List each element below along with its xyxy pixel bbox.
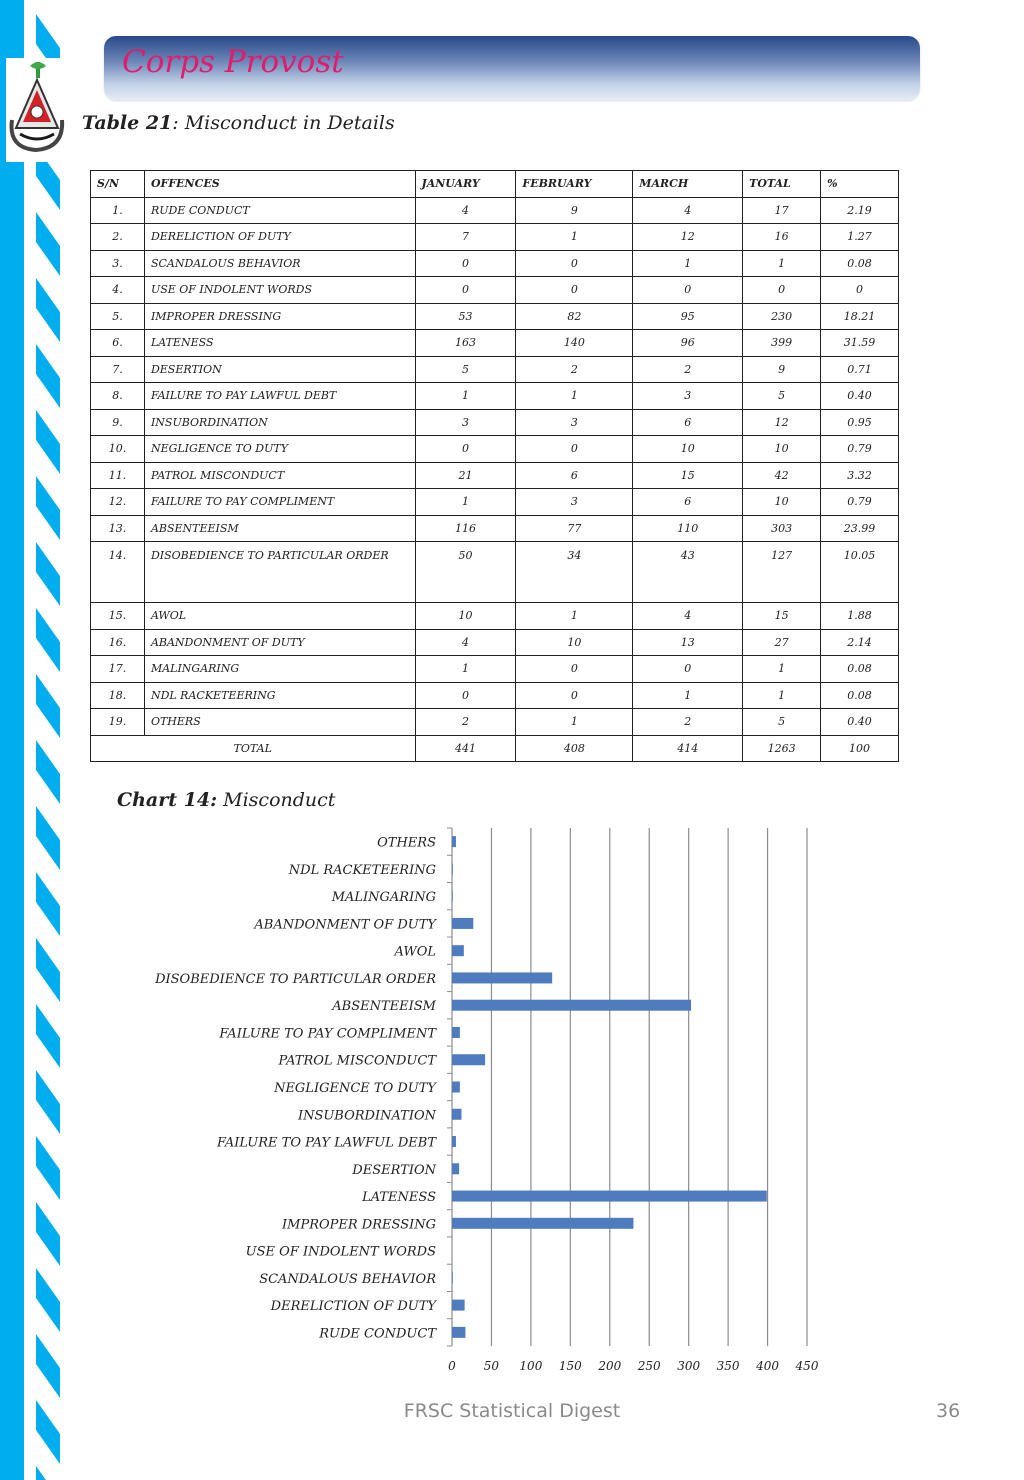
row-number-cell: 14. bbox=[91, 542, 145, 603]
offence-cell: USE OF INDOLENT WORDS bbox=[144, 277, 415, 304]
value-cell: 77 bbox=[516, 515, 633, 542]
offence-cell: OTHERS bbox=[144, 709, 415, 736]
offence-cell: INSUBORDINATION bbox=[144, 409, 415, 436]
chart-caption-text: Misconduct bbox=[217, 789, 336, 811]
column-header: MARCH bbox=[633, 171, 743, 198]
table-row bbox=[91, 250, 899, 277]
table-row bbox=[91, 383, 899, 410]
value-cell: 0 bbox=[516, 250, 633, 277]
offence-cell: ABANDONMENT OF DUTY bbox=[144, 629, 415, 656]
offence-cell: NDL RACKETEERING bbox=[144, 682, 415, 709]
category-label: LATENESS bbox=[362, 1190, 436, 1206]
value-cell: 1 bbox=[516, 224, 633, 251]
bar bbox=[452, 1054, 485, 1065]
value-cell: 0 bbox=[633, 656, 743, 683]
row-number-cell: 17. bbox=[91, 656, 145, 683]
table-row bbox=[91, 330, 899, 357]
value-cell: 4 bbox=[633, 603, 743, 630]
misconduct-bar-chart bbox=[0, 820, 1024, 1380]
x-tick-label: 200 bbox=[598, 1359, 622, 1373]
table-caption bbox=[82, 112, 395, 134]
table-row bbox=[91, 542, 899, 603]
row-number-cell: 13. bbox=[91, 515, 145, 542]
value-cell: 110 bbox=[633, 515, 743, 542]
value-cell: 0 bbox=[633, 277, 743, 304]
value-cell: 1 bbox=[516, 383, 633, 410]
value-cell: 10 bbox=[743, 436, 821, 463]
bar bbox=[452, 1163, 459, 1174]
frsc-logo bbox=[6, 58, 68, 162]
x-tick-label: 350 bbox=[716, 1359, 740, 1373]
offence-cell: DERELICTION OF DUTY bbox=[144, 224, 415, 251]
table-header-row bbox=[91, 171, 899, 198]
value-cell: 0 bbox=[415, 277, 516, 304]
table-caption-label: Table 21 bbox=[82, 112, 173, 134]
value-cell: 27 bbox=[743, 629, 821, 656]
category-label: DESERTION bbox=[352, 1162, 436, 1178]
value-cell: 1 bbox=[415, 656, 516, 683]
value-cell: 23.99 bbox=[821, 515, 899, 542]
value-cell: 3 bbox=[516, 409, 633, 436]
category-label: IMPROPER DRESSING bbox=[282, 1217, 436, 1233]
x-tick-label: 50 bbox=[483, 1359, 500, 1373]
value-cell: 1.88 bbox=[821, 603, 899, 630]
value-cell: 1 bbox=[415, 489, 516, 516]
value-cell: 15 bbox=[743, 603, 821, 630]
table-row bbox=[91, 489, 899, 516]
bar bbox=[452, 1136, 456, 1147]
value-cell: 1 bbox=[633, 250, 743, 277]
value-cell: 6 bbox=[633, 409, 743, 436]
value-cell: 0 bbox=[415, 682, 516, 709]
value-cell: 6 bbox=[516, 462, 633, 489]
value-cell: 10 bbox=[516, 629, 633, 656]
category-label: ABSENTEEISM bbox=[332, 999, 436, 1015]
value-cell: 0 bbox=[516, 436, 633, 463]
row-number-cell: 2. bbox=[91, 224, 145, 251]
row-number-cell: 1. bbox=[91, 197, 145, 224]
row-number-cell: 11. bbox=[91, 462, 145, 489]
table-row bbox=[91, 656, 899, 683]
row-number-cell: 4. bbox=[91, 277, 145, 304]
value-cell: 9 bbox=[516, 197, 633, 224]
category-label: DERELICTION OF DUTY bbox=[270, 1299, 436, 1315]
table-row bbox=[91, 603, 899, 630]
bar bbox=[452, 1327, 465, 1338]
value-cell: 34 bbox=[516, 542, 633, 603]
value-cell: 10 bbox=[743, 489, 821, 516]
bar bbox=[452, 891, 453, 902]
value-cell: 3 bbox=[633, 383, 743, 410]
table-row bbox=[91, 303, 899, 330]
offence-cell: DISOBEDIENCE TO PARTICULAR ORDER bbox=[144, 542, 415, 603]
value-cell: 0.95 bbox=[821, 409, 899, 436]
x-tick-label: 100 bbox=[519, 1359, 543, 1373]
value-cell: 5 bbox=[415, 356, 516, 383]
total-value-cell: 441 bbox=[415, 735, 516, 762]
row-number-cell: 19. bbox=[91, 709, 145, 736]
bar bbox=[452, 1027, 460, 1038]
value-cell: 303 bbox=[743, 515, 821, 542]
row-number-cell: 6. bbox=[91, 330, 145, 357]
table-row bbox=[91, 682, 899, 709]
section-title: Corps Provost bbox=[122, 44, 344, 80]
table-row bbox=[91, 197, 899, 224]
value-cell: 1 bbox=[633, 682, 743, 709]
category-label: FAILURE TO PAY COMPLIMENT bbox=[219, 1026, 436, 1042]
offence-cell: RUDE CONDUCT bbox=[144, 197, 415, 224]
value-cell: 1 bbox=[743, 682, 821, 709]
value-cell: 9 bbox=[743, 356, 821, 383]
value-cell: 15 bbox=[633, 462, 743, 489]
offence-cell: ABSENTEEISM bbox=[144, 515, 415, 542]
value-cell: 0.71 bbox=[821, 356, 899, 383]
category-label: SCANDALOUS BEHAVIOR bbox=[259, 1271, 436, 1287]
value-cell: 0.40 bbox=[821, 709, 899, 736]
table-row bbox=[91, 462, 899, 489]
x-tick-label: 450 bbox=[795, 1359, 819, 1373]
table-row bbox=[91, 356, 899, 383]
category-label: AWOL bbox=[394, 944, 436, 960]
value-cell: 163 bbox=[415, 330, 516, 357]
value-cell: 1 bbox=[743, 656, 821, 683]
value-cell: 13 bbox=[633, 629, 743, 656]
row-number-cell: 18. bbox=[91, 682, 145, 709]
column-header: FEBRUARY bbox=[516, 171, 633, 198]
row-number-cell: 7. bbox=[91, 356, 145, 383]
value-cell: 3.32 bbox=[821, 462, 899, 489]
bar bbox=[452, 1272, 453, 1283]
bar bbox=[452, 1300, 465, 1311]
bar bbox=[452, 945, 464, 956]
offence-cell: FAILURE TO PAY LAWFUL DEBT bbox=[144, 383, 415, 410]
offence-cell: MALINGARING bbox=[144, 656, 415, 683]
row-number-cell: 9. bbox=[91, 409, 145, 436]
bar bbox=[452, 1109, 461, 1120]
x-tick-label: 250 bbox=[637, 1359, 661, 1373]
offence-cell: FAILURE TO PAY COMPLIMENT bbox=[144, 489, 415, 516]
row-number-cell: 3. bbox=[91, 250, 145, 277]
category-label: RUDE CONDUCT bbox=[319, 1326, 436, 1342]
table-row bbox=[91, 224, 899, 251]
column-header: OFFENCES bbox=[144, 171, 415, 198]
value-cell: 53 bbox=[415, 303, 516, 330]
value-cell: 0.08 bbox=[821, 250, 899, 277]
value-cell: 12 bbox=[633, 224, 743, 251]
row-number-cell: 15. bbox=[91, 603, 145, 630]
row-number-cell: 16. bbox=[91, 629, 145, 656]
table-total-row bbox=[91, 735, 899, 762]
table-row bbox=[91, 629, 899, 656]
category-label: INSUBORDINATION bbox=[297, 1108, 436, 1124]
total-value-cell: 408 bbox=[516, 735, 633, 762]
value-cell: 4 bbox=[633, 197, 743, 224]
value-cell: 0 bbox=[516, 277, 633, 304]
bar bbox=[452, 1082, 460, 1093]
offence-cell: PATROL MISCONDUCT bbox=[144, 462, 415, 489]
total-label-cell: TOTAL bbox=[91, 735, 416, 762]
value-cell: 399 bbox=[743, 330, 821, 357]
value-cell: 140 bbox=[516, 330, 633, 357]
value-cell: 2 bbox=[415, 709, 516, 736]
bar bbox=[452, 836, 456, 847]
value-cell: 96 bbox=[633, 330, 743, 357]
value-cell: 0 bbox=[821, 277, 899, 304]
category-label: NDL RACKETEERING bbox=[288, 862, 436, 878]
bar bbox=[452, 918, 473, 929]
total-value-cell: 100 bbox=[821, 735, 899, 762]
table-body bbox=[91, 197, 899, 762]
table-caption-text: : Misconduct in Details bbox=[172, 112, 395, 134]
table-row bbox=[91, 277, 899, 304]
value-cell: 0 bbox=[415, 436, 516, 463]
value-cell: 82 bbox=[516, 303, 633, 330]
column-header: S/N bbox=[91, 171, 145, 198]
value-cell: 18.21 bbox=[821, 303, 899, 330]
footer-title: FRSC Statistical Digest bbox=[403, 1400, 621, 1422]
value-cell: 2.14 bbox=[821, 629, 899, 656]
category-label: DISOBEDIENCE TO PARTICULAR ORDER bbox=[155, 971, 436, 987]
table-row bbox=[91, 709, 899, 736]
value-cell: 116 bbox=[415, 515, 516, 542]
x-tick-label: 150 bbox=[558, 1359, 582, 1373]
value-cell: 127 bbox=[743, 542, 821, 603]
value-cell: 31.59 bbox=[821, 330, 899, 357]
value-cell: 0.08 bbox=[821, 682, 899, 709]
total-value-cell: 1263 bbox=[743, 735, 821, 762]
bar bbox=[452, 1000, 691, 1011]
page-number: 36 bbox=[936, 1400, 961, 1422]
header-banner bbox=[104, 36, 920, 100]
offence-cell: AWOL bbox=[144, 603, 415, 630]
category-label: MALINGARING bbox=[331, 890, 436, 906]
value-cell: 43 bbox=[633, 542, 743, 603]
value-cell: 5 bbox=[743, 709, 821, 736]
value-cell: 0 bbox=[415, 250, 516, 277]
bar bbox=[452, 1218, 633, 1229]
value-cell: 7 bbox=[415, 224, 516, 251]
value-cell: 5 bbox=[743, 383, 821, 410]
value-cell: 1 bbox=[415, 383, 516, 410]
value-cell: 2 bbox=[633, 709, 743, 736]
value-cell: 1 bbox=[516, 603, 633, 630]
category-label: ABANDONMENT OF DUTY bbox=[254, 917, 436, 933]
x-tick-label: 400 bbox=[756, 1359, 780, 1373]
value-cell: 16 bbox=[743, 224, 821, 251]
value-cell: 1.27 bbox=[821, 224, 899, 251]
table-row bbox=[91, 515, 899, 542]
x-tick-label: 0 bbox=[448, 1359, 456, 1373]
value-cell: 95 bbox=[633, 303, 743, 330]
value-cell: 0.79 bbox=[821, 436, 899, 463]
value-cell: 230 bbox=[743, 303, 821, 330]
bar bbox=[452, 972, 552, 983]
misconduct-table bbox=[90, 170, 899, 762]
value-cell: 21 bbox=[415, 462, 516, 489]
offence-cell: LATENESS bbox=[144, 330, 415, 357]
category-label: PATROL MISCONDUCT bbox=[278, 1053, 436, 1069]
chart-caption-label: Chart 14: bbox=[117, 789, 218, 811]
value-cell: 17 bbox=[743, 197, 821, 224]
table-row bbox=[91, 436, 899, 463]
category-label: USE OF INDOLENT WORDS bbox=[245, 1244, 436, 1260]
value-cell: 0 bbox=[516, 656, 633, 683]
offence-cell: IMPROPER DRESSING bbox=[144, 303, 415, 330]
table-row bbox=[91, 409, 899, 436]
category-label: FAILURE TO PAY LAWFUL DEBT bbox=[216, 1135, 436, 1151]
x-tick-label: 300 bbox=[677, 1359, 701, 1373]
value-cell: 1 bbox=[743, 250, 821, 277]
value-cell: 0 bbox=[516, 682, 633, 709]
row-number-cell: 5. bbox=[91, 303, 145, 330]
value-cell: 2.19 bbox=[821, 197, 899, 224]
bar bbox=[452, 1191, 767, 1202]
row-number-cell: 8. bbox=[91, 383, 145, 410]
value-cell: 4 bbox=[415, 197, 516, 224]
value-cell: 6 bbox=[633, 489, 743, 516]
chart-caption bbox=[117, 789, 335, 811]
value-cell: 4 bbox=[415, 629, 516, 656]
value-cell: 0.79 bbox=[821, 489, 899, 516]
value-cell: 0.40 bbox=[821, 383, 899, 410]
category-label: OTHERS bbox=[377, 835, 436, 851]
offence-cell: DESERTION bbox=[144, 356, 415, 383]
row-number-cell: 12. bbox=[91, 489, 145, 516]
value-cell: 0.08 bbox=[821, 656, 899, 683]
value-cell: 10.05 bbox=[821, 542, 899, 603]
column-header: % bbox=[821, 171, 899, 198]
value-cell: 10 bbox=[633, 436, 743, 463]
value-cell: 2 bbox=[516, 356, 633, 383]
value-cell: 42 bbox=[743, 462, 821, 489]
value-cell: 3 bbox=[415, 409, 516, 436]
value-cell: 2 bbox=[633, 356, 743, 383]
value-cell: 1 bbox=[516, 709, 633, 736]
bar bbox=[452, 863, 453, 874]
value-cell: 0 bbox=[743, 277, 821, 304]
row-number-cell: 10. bbox=[91, 436, 145, 463]
value-cell: 10 bbox=[415, 603, 516, 630]
value-cell: 12 bbox=[743, 409, 821, 436]
offence-cell: NEGLIGENCE TO DUTY bbox=[144, 436, 415, 463]
column-header: TOTAL bbox=[743, 171, 821, 198]
category-label: NEGLIGENCE TO DUTY bbox=[274, 1081, 436, 1096]
column-header: JANUARY bbox=[415, 171, 516, 198]
total-value-cell: 414 bbox=[633, 735, 743, 762]
value-cell: 50 bbox=[415, 542, 516, 603]
value-cell: 3 bbox=[516, 489, 633, 516]
offence-cell: SCANDALOUS BEHAVIOR bbox=[144, 250, 415, 277]
